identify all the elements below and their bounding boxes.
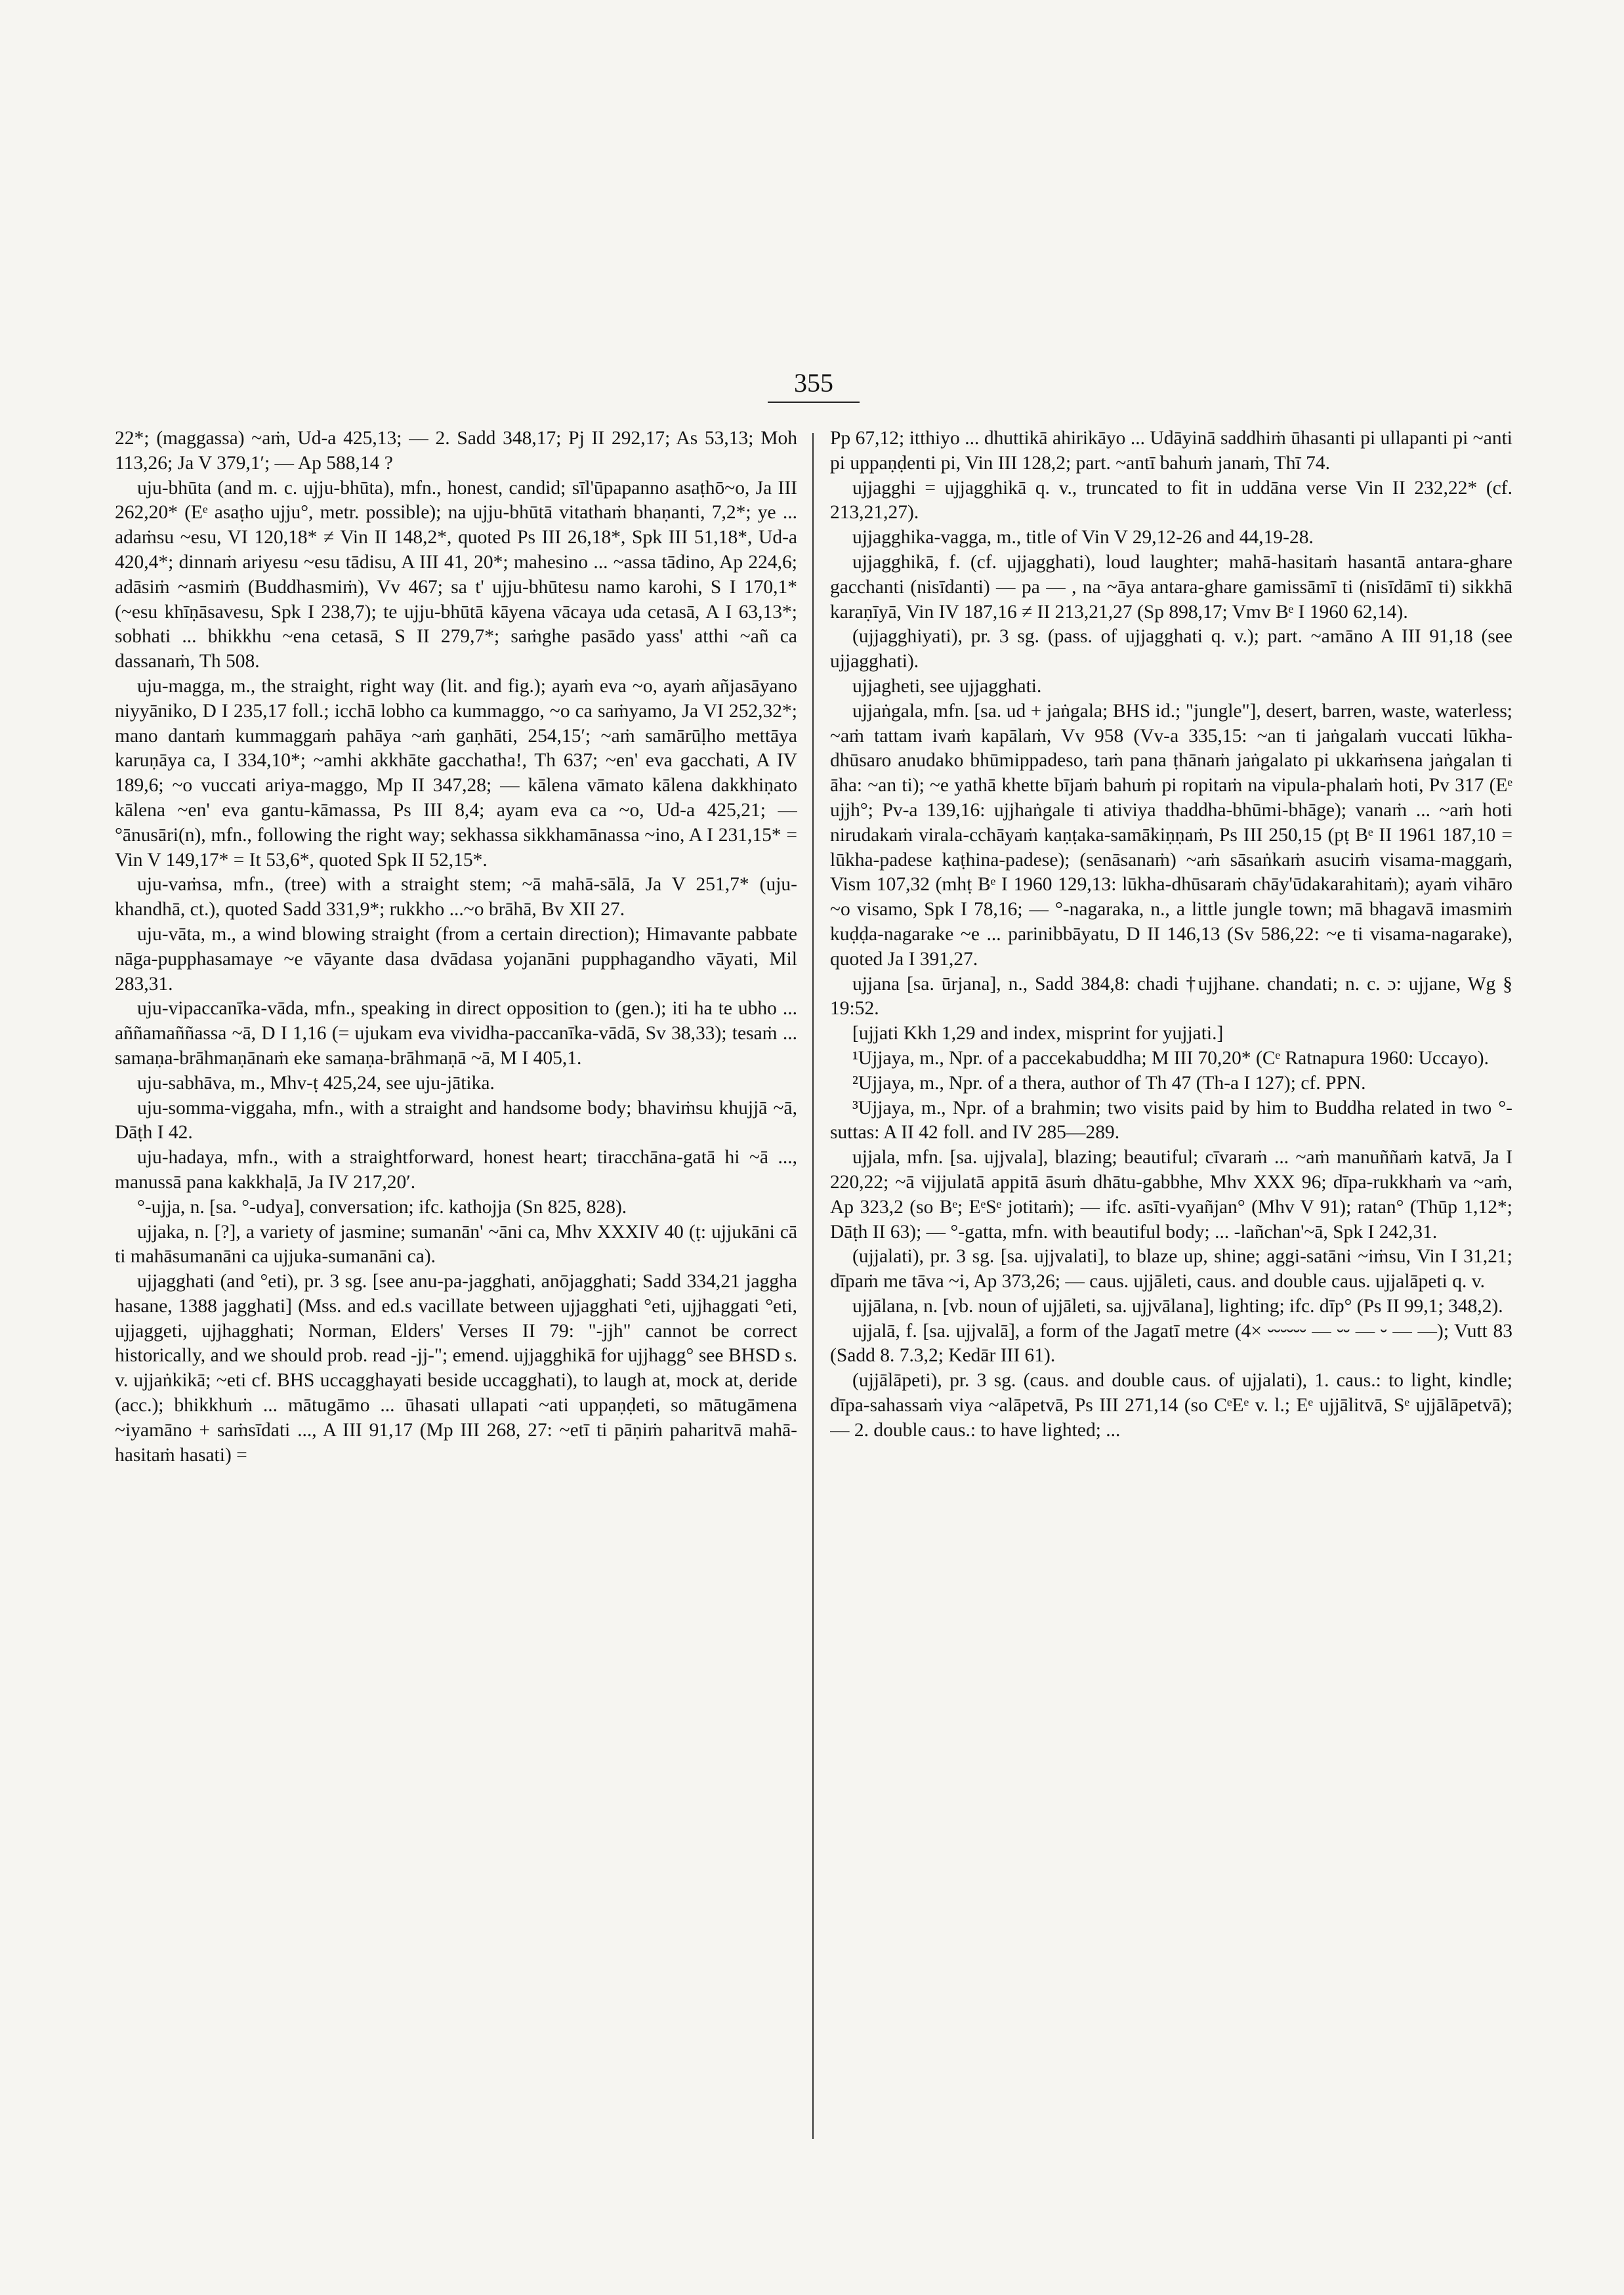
entry-uju-somma-viggaha: uju-somma-viggaha, mfn., with a straight and handsome body; bhaviṁsu khujjā ~ā, Dāṭh I 42. [115, 1097, 797, 1144]
entry-ujjagghati: ujjagghati (and °eti), pr. 3 sg. [see anu-pa-jagghati, anōjagghati; Sadd 334,21 jaggha hasane, 1388 jagghati] (Mss. and ed.s vacillate between ujjagghati °eti, ujjhaggati °eti, ujjaggeti, ujjhagghati; Norman, Elders' Verses II 79: "-jjh" cannot be correct historically, and we should prob. read -jj-"; emend. ujjagghikā for ujjhagg° see BHSD s. v. ujjaṅkikā; ~eti cf. BHS uccagghayati beside uccagghati), to laugh at, mock at, deride (acc.); bhikkhuṁ ... mātugāmo ... ūhasati ullapati ~ati uppaṇḍeti, so mātugāmena ~iyamāno + saṁsīdati ..., A III 91,17 (Mp III 268, 27: ~etī ti pāṇiṁ paharitvā mahā-hasitaṁ hasati) = [115, 1271, 797, 1466]
entry-ujja: °-ujja, n. [sa. °-udya], conversation; ifc. kathojja (Sn 825, 828). [137, 1196, 627, 1218]
right-column [830, 426, 1512, 2237]
entry-ujjaya-1: ¹Ujjaya, m., Npr. of a paccekabuddha; M III 70,20* (Cᵉ Ratnapura 1960: Uccayo). [852, 1047, 1489, 1069]
entry-uju-hadaya: uju-hadaya, mfn., with a straightforward, honest heart; tiracchāna-gatā hi ~ā ..., manussā pana kakkhaḷā, Ja IV 217,20′. [115, 1147, 797, 1193]
entry-ujjagghiyati: (ujjagghiyati), pr. 3 sg. (pass. of ujjagghati q. v.); part. ~amāno A III 91,18 (see ujjagghati). [830, 626, 1512, 672]
page-number: 355 [794, 368, 833, 398]
entry-uju-vipaccanika-vada: uju-vipaccanīka-vāda, mfn., speaking in direct opposition to (gen.); iti ha te ubho ... aññamaññassa ~ā, D I 1,16 (= ujukam eva vividha-paccanīka-vādā, Sv 38,33); tesaṁ ... samaṇa-brāhmaṇānaṁ eke samaṇa-brāhmaṇā ~ā, M I 405,1. [115, 998, 797, 1069]
entry-continuation: Pp 67,12; itthiyo ... dhuttikā ahirikāyo ... Udāyinā saddhiṁ ūhasanti pi ullapanti pi ~anti pi uppaṇḍenti pi, Vin III 128,2; part. ~antī bahuṁ janaṁ, Thī 74. [830, 428, 1512, 474]
entry-uju-vata: uju-vāta, m., a wind blowing straight (from a certain direction); Himavante pabbate nāga-pupphasamaye ~e vāyante dasa dvādasa yojanāni pupphagandho vāyati, Mil 283,31. [115, 923, 797, 995]
entry-ujjala: ujjala, mfn. [sa. ujjvala], blazing; beautiful; cīvaraṁ ... ~aṁ manuññaṁ katvā, Ja I 220,22; ~ā vijjulatā appitā āsuṁ dhātu-gabbhe, Mhv XXX 96; dīpa-rukkhaṁ va ~aṁ, Ap 323,2 (so Bᵉ; EᵉSᵉ jotitaṁ); — ifc. asīti-vyañjan° (Mhv V 91); ratan° (Thūp 1,12*; Dāṭh II 63); — °-gatta, mfn. with beautiful body; ... -lañchan'~ā, Spk I 242,31. [830, 1147, 1512, 1243]
entry-ujjala-metre: ujjalā, f. [sa. ujjvalā], a form of the Jagatī metre (4× ⏑⏑⏑⏑⏑⏑ — ⏑⏑ — ⏑ — —); Vutt 83 (Sadd 8. 7.3,2; Kedār III 61). [830, 1320, 1512, 1367]
entry-ujjaka: ujjaka, n. [?], a variety of jasmine; sumanān' ~āni ca, Mhv XXXIV 40 (ṭ: ujjukāni cā ti mahāsumanāni ca ujjuka-sumanāni ca). [115, 1221, 797, 1268]
entry-ujjana: ujjana [sa. ūrjana], n., Sadd 384,8: chadi †ujjhane. chandati; n. c. ɔ: ujjane, Wg § 19:52. [830, 973, 1512, 1020]
header-rule [768, 402, 860, 403]
entry-ujjaya-2: ²Ujjaya, m., Npr. of a thera, author of Th 47 (Th-a I 127); cf. PPN. [852, 1072, 1366, 1094]
entry-uju-vamsa: uju-vaṁsa, mfn., (tree) with a straight stem; ~ā mahā-sālā, Ja V 251,7* (uju-khandhā, ct.), quoted Sadd 331,9*; rukkho ...~o brāhā, Bv XII 27. [115, 874, 797, 920]
entry-ujjaya-3: ³Ujjaya, m., Npr. of a brahmin; two visits paid by him to Buddha related in two °-suttas: A II 42 foll. and IV 285—289. [830, 1097, 1512, 1144]
column-divider [812, 433, 814, 2139]
entry-uju-sabhava: uju-sabhāva, m., Mhv-ṭ 425,24, see uju-jātika. [137, 1072, 495, 1094]
entry-ujjagghika-vagga: ujjagghika-vagga, m., title of Vin V 29,12-26 and 44,19-28. [852, 527, 1314, 548]
entry-uju-magga: uju-magga, m., the straight, right way (lit. and fig.); ayaṁ eva ~o, ayaṁ añjasāyano niyyāniko, D I 235,17 foll.; icchā lobho ca kummaggo, ~o ca saṁyamo, Ja VI 252,32*; mano dantaṁ kummaggaṁ pahāya ~aṁ gaṇhāti, 254,15′; ~aṁ samārūḷho mettāya karuṇāya ca, I 334,10*; ~amhi akkhāte gacchatha!, Th 637; ~en' eva gacchati, A IV 189,6; ~o vuccati ariya-maggo, Mp II 347,28; — kālena vāmato kālena dakkhiṇato kālena ~en' eva gantu-kāmassa, Ps III 8,4; ayam eva ca ~o, Ud-a 425,21; — °ānusāri(n), mfn., following the right way; sekhassa sikkhamānassa ~ino, A I 231,15* = Vin V 149,17* = It 53,6*, quoted Spk II 52,15*. [115, 675, 797, 871]
entry-ujjagghi: ujjagghi = ujjagghikā q. v., truncated to fit in uddāna verse Vin II 232,22* (cf. 213,21,27). [830, 477, 1512, 524]
entry-ujjalana: ujjālana, n. [vb. noun of ujjāleti, sa. ujjvālana], lighting; ifc. dīp° (Ps II 99,1; 348,2). [852, 1295, 1503, 1317]
entry-ujjalapeti: (ujjālāpeti), pr. 3 sg. (caus. and double caus. of ujjalati), 1. caus.: to light, kindle; dīpa-sahassaṁ viya ~alāpetvā, Ps III 271,14 (so CᵉEᵉ v. l.; Eᵉ ujjālitvā, Sᵉ ujjālāpetvā); — 2. double caus.: to have lighted; ... [830, 1370, 1512, 1441]
entry-uju-bhuta: uju-bhūta (and m. c. ujju-bhūta), mfn., honest, candid; sīl'ūpapanno asaṭhō~o, Ja III 262,20* (Eᵉ asaṭho ujju°, metr. possible); na ujju-bhūtā vitathaṁ bhaṇanti, 7,2*; ye ... adaṁsu ~esu, VI 120,18* ≠ Vin II 148,2*, quoted Ps III 26,18*, Spk III 51,18*, Ud-a 420,4*; dinnaṁ ariyesu ~esu tādisu, A III 41, 20*; mahesino ... ~assa tādino, Ap 224,6; adāsiṁ ~asmiṁ (Buddhasmiṁ), Vv 467; sa t' ujju-bhūtesu namo karohi, S I 170,1* (~esu khīṇāsavesu, Spk I 238,7); te ujju-bhūtā kāyena vācaya uda cetasā, A I 63,13*; sobhati ... bhikkhu ~ena cetasā, S II 279,7*; saṁghe pasādo yass' atthi ~añ ca dassanaṁ, Th 508. [115, 477, 797, 672]
left-column [115, 426, 797, 2237]
entry-ujjangala: ujjaṅgala, mfn. [sa. ud + jaṅgala; BHS id.; "jungle"], desert, barren, waste, waterless; ~aṁ tattam ivaṁ kapālaṁ, Vv 958 (Vv-a 335,15: ~an ti jaṅgalaṁ vuccati lūkha-dhūsaro anudako bhūmippadeso, taṁ pana ṭhānaṁ jaṅgalato pi ukkaṁsena jaṅgalan ti āha: ~an ti); ~e yathā khette bījaṁ bahuṁ pi ropitaṁ na vipula-phalaṁ hoti, Pv 317 (Eᵉ ujjh°; Pv-a 139,16: ujjhaṅgale ti ativiya thaddha-bhūmi-bhāge); vanaṁ ... ~aṁ hoti nirudakaṁ virala-cchāyaṁ kaṇṭaka-samākiṇṇaṁ, Ps III 250,15 (pṭ Bᵉ II 1961 187,10 = lūkha-padese kaṭhina-padese); (senāsanaṁ) ~aṁ sāsaṅkaṁ asuciṁ visama-maggaṁ, Vism 107,32 (mhṭ Bᵉ I 1960 129,13: lūkha-dhūsaraṁ chāy'ūdakarahitaṁ); ayaṁ vihāro ~o visamo, Spk I 78,16; — °-nagaraka, n., a little jungle town; mā bhagavā imasmiṁ kuḍḍa-nagarake ~e ... parinibbāyatu, D II 146,13 (Sv 586,22: ~e ti visama-nagarake), quoted Ja I 391,27. [830, 700, 1512, 970]
entry-ujjagheti: ujjagheti, see ujjagghati. [852, 675, 1042, 697]
entry-ujjati-note: [ujjati Kkh 1,29 and index, misprint for yujjati.] [852, 1023, 1224, 1044]
entry-ujjagghika: ujjagghikā, f. (cf. ujjagghati), loud laughter; mahā-hasitaṁ hasantā antara-ghare gacchanti (nisīdanti) — pa — , na ~āya antara-ghare gamissāmī ti (nisīdāmī ti) sikkhā karaṇīyā, Vin IV 187,16 ≠ II 213,21,27 (Sp 898,17; Vmv Bᵉ I 1960 62,14). [830, 551, 1512, 623]
entry-ujjalati: (ujjalati), pr. 3 sg. [sa. ujjvalati], to blaze up, shine; aggi-satāni ~iṁsu, Vin I 31,21; dīpaṁ me tāva ~i, Ap 373,26; — caus. ujjāleti, caus. and double caus. ujjalāpeti q. v. [830, 1246, 1512, 1292]
entry-continuation: 22*; (maggassa) ~aṁ, Ud-a 425,13; — 2. Sadd 348,17; Pj II 292,17; As 53,13; Moh 113,26; Ja V 379,1′; — Ap 588,14 ? [115, 428, 797, 474]
